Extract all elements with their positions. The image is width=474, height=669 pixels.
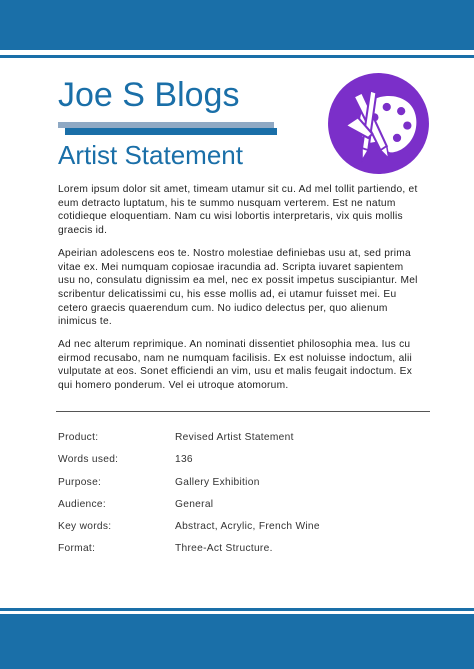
bottom-band-rule bbox=[0, 608, 474, 611]
art-palette-brush-icon bbox=[327, 72, 430, 175]
detail-row-format bbox=[58, 543, 430, 565]
section-divider bbox=[56, 411, 430, 412]
detail-row-words-used bbox=[58, 454, 430, 476]
detail-value: 136 bbox=[175, 454, 193, 466]
detail-row-audience bbox=[58, 499, 430, 521]
detail-value: General bbox=[175, 498, 214, 510]
detail-label: Format: bbox=[58, 543, 96, 555]
statement-body bbox=[58, 183, 423, 402]
statement-paragraph-1: Lorem ipsum dolor sit amet, timeam utamur sit cu. Ad mel tollit partiendo, et eum detracto luptatum, his te summo nusquam verterem. Est ne natum cotidieque eloquentiam. Nam cu wisi lobortis interpretaris, vix quis mollis graecis id. bbox=[58, 184, 418, 237]
detail-row-product bbox=[58, 432, 430, 454]
top-band-rule bbox=[0, 55, 474, 58]
detail-value: Three-Act Structure. bbox=[175, 543, 273, 555]
detail-value: Revised Artist Statement bbox=[175, 432, 294, 443]
detail-label: Audience: bbox=[58, 498, 107, 510]
detail-label: Key words: bbox=[58, 521, 112, 533]
detail-row-purpose bbox=[58, 477, 430, 499]
statement-paragraph-3: Ad nec alterum reprimique. An nominati dissentiet philosophia mea. Ius cu eirmod recusabo, nam ne numquam facilisis. Ex est noluisse indoctum, alii vulputate at eos. Sonet efficiendi an vim, usu et malis feugait indoctum. Ex qui homero ponderum. Vel ei utroque atomorum. bbox=[58, 339, 413, 392]
bottom-band bbox=[0, 614, 474, 669]
detail-label: Product: bbox=[58, 432, 99, 443]
detail-row-key-words bbox=[58, 521, 430, 543]
page-subtitle: Artist Statement bbox=[58, 140, 243, 170]
title-underline-dark bbox=[65, 128, 277, 135]
detail-label: Purpose: bbox=[58, 476, 102, 488]
detail-value: Abstract, Acrylic, French Wine bbox=[175, 521, 320, 533]
detail-value: Gallery Exhibition bbox=[175, 476, 260, 488]
top-band bbox=[0, 0, 474, 50]
details-table bbox=[58, 432, 430, 566]
page-title: Joe S Blogs bbox=[58, 76, 240, 114]
detail-label: Words used: bbox=[58, 454, 119, 466]
statement-paragraph-2: Apeirian adolescens eos te. Nostro molestiae definiebas usu at, sed prima vitae ex. Mei numquam copiosae iracundia ad. Scripta iuvaret sapientem usu no, consulatu dignissim ea mel, nec ex possit impetus suscipiantur. Mel scribentur delicatissimi cu, his esse mollis ad, ei utamur fuisset mei. Eu cetero graecis quaerendum cum. No iudico delectus per, quo alienum inimicus te. bbox=[58, 247, 418, 328]
